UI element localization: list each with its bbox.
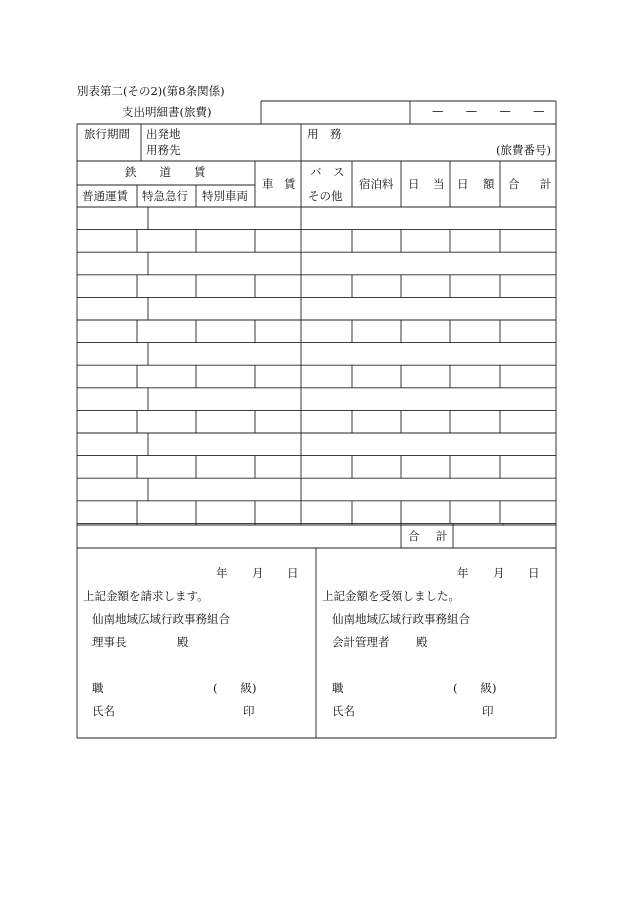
car-fare-header-1: 車 xyxy=(262,177,274,191)
request-organization: 仙南地域広域行政事務組合 xyxy=(92,612,230,626)
code-dash: — xyxy=(465,104,478,118)
car-fare-header-2: 賃 xyxy=(284,177,296,191)
receipt-addressee: 会計管理者 xyxy=(332,635,390,649)
receipt-organization: 仙南地域広域行政事務組合 xyxy=(332,612,470,626)
railway-fare-header: 鉄 道 賃 xyxy=(125,165,206,179)
request-year: 年 xyxy=(216,566,228,580)
receipt-year: 年 xyxy=(457,566,469,580)
code-field[interactable] xyxy=(432,106,544,118)
destination-label: 用務先 xyxy=(146,143,181,157)
request-seal: 印 xyxy=(243,704,255,718)
form-title: 支出明細書(旅費) xyxy=(122,105,212,119)
request-addressee: 理事長 xyxy=(92,635,127,649)
daily-allowance-header-2: 当 xyxy=(433,177,445,191)
request-honorific: 殿 xyxy=(177,635,189,649)
request-statement: 上記金額を請求します。 xyxy=(83,589,209,603)
bus-header: バ ス xyxy=(310,165,345,179)
receipt-seal: 印 xyxy=(482,704,494,718)
request-month: 月 xyxy=(252,566,264,580)
regular-fare-header: 普通運賃 xyxy=(82,189,128,203)
total-header-2: 計 xyxy=(540,177,552,191)
travel-period-label: 旅行期間 xyxy=(84,127,130,141)
grand-total-label-2: 計 xyxy=(436,529,448,543)
receipt-statement: 上記金額を受領しました。 xyxy=(322,589,460,603)
receipt-position-label: 職 xyxy=(332,681,344,695)
receipt-grade-label: ( 級) xyxy=(453,681,497,695)
business-label: 用 務 xyxy=(307,127,342,141)
table-body-lines xyxy=(77,207,556,525)
per-day-header-1: 日 xyxy=(457,177,469,191)
request-name-label: 氏名 xyxy=(92,704,115,718)
code-dash: — xyxy=(432,104,444,118)
request-grade-label: ( 級) xyxy=(213,681,257,695)
form-header: 別表第二(その2)(第8条関係) xyxy=(77,84,225,98)
receipt-day: 日 xyxy=(528,566,540,580)
grand-total-label-1: 合 xyxy=(408,529,420,543)
receipt-month: 月 xyxy=(493,566,505,580)
request-position-label: 職 xyxy=(92,681,104,695)
receipt-name-label: 氏名 xyxy=(332,704,355,718)
receipt-honorific: 殿 xyxy=(416,635,428,649)
lodging-header: 宿泊料 xyxy=(359,177,394,191)
daily-allowance-header-1: 日 xyxy=(408,177,420,191)
departure-label: 出発地 xyxy=(146,127,181,141)
request-day: 日 xyxy=(287,566,299,580)
travel-number-label: (旅費番号) xyxy=(496,143,551,157)
per-day-header-2: 額 xyxy=(483,177,495,191)
code-dash: — xyxy=(499,104,511,118)
total-header-1: 合 xyxy=(508,177,520,191)
bus-other-header: その他 xyxy=(308,189,343,203)
express-fare-header: 特急急行 xyxy=(142,189,188,203)
special-car-header: 特別車両 xyxy=(202,189,248,203)
code-dash: — xyxy=(532,104,545,118)
